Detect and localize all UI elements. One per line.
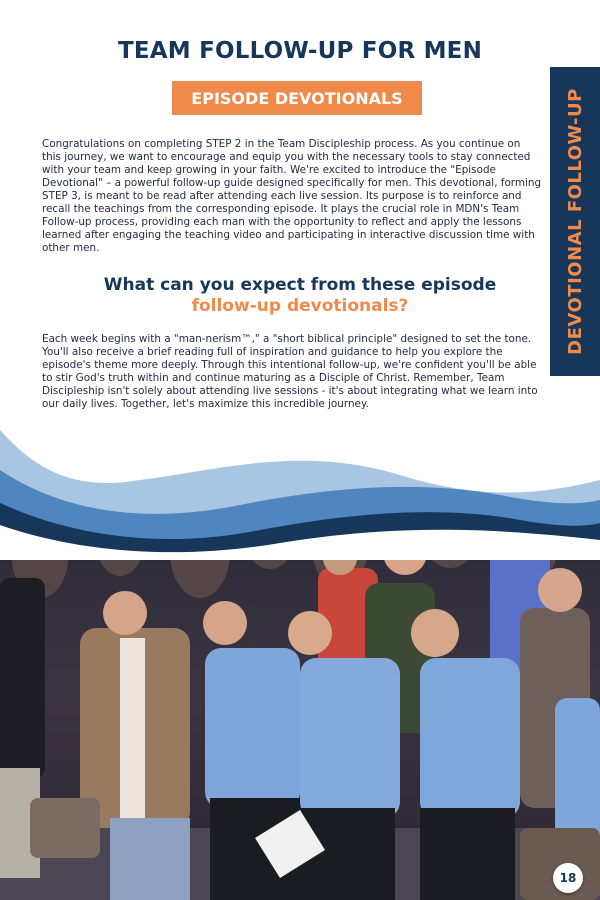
- answer-paragraph: Each week begins with a "man-nerism™," a "short biblical principle" designed to set the tone. You'll also receive a brief reading full of inspiration and guidance to help you explore the episode's theme more deeply. Through this intentional follow-up, we're confident you'll be able to stir God's truth within and continue maturing as a Disciple of Christ. Remember, Team Discipleship isn't solely about attending live sessions - it's about integrating what we learn into our daily lives. Together, let's maximize this incredible journey.: [42, 333, 538, 410]
- question-heading-line2: follow-up devotionals?: [191, 296, 409, 316]
- decorative-wave: [0, 425, 600, 560]
- page-number: 18: [553, 863, 583, 893]
- page-title: TEAM FOLLOW-UP FOR MEN: [117, 38, 483, 64]
- side-tab-label: DEVOTIONAL FOLLOW-UP: [564, 88, 586, 355]
- intro-paragraph: Congratulations on completing STEP 2 in the Team Discipleship process. As you continue on this journey, we want to encourage and equip you with the necessary tools to stay connected with your team and keep growing in your faith. We're excited to introduce the "Episode Devotional" – a powerful follow-up guide designed specifically for men. This devotional, forming STEP 3, is meant to be read after attending each live session. Its purpose is to reinforce and recall the teachings from the corresponding episode. It plays the crucial role in MDN's Team Follow-up process, providing each man with the opportunity to reflect and apply the lessons learned after engaging the teaching video and participating in interactive discussion time with other men.: [42, 138, 542, 254]
- side-tab: [550, 67, 600, 376]
- section-banner: EPISODE DEVOTIONALS: [172, 81, 422, 115]
- question-heading-line1: What can you expect from these episode: [103, 275, 497, 295]
